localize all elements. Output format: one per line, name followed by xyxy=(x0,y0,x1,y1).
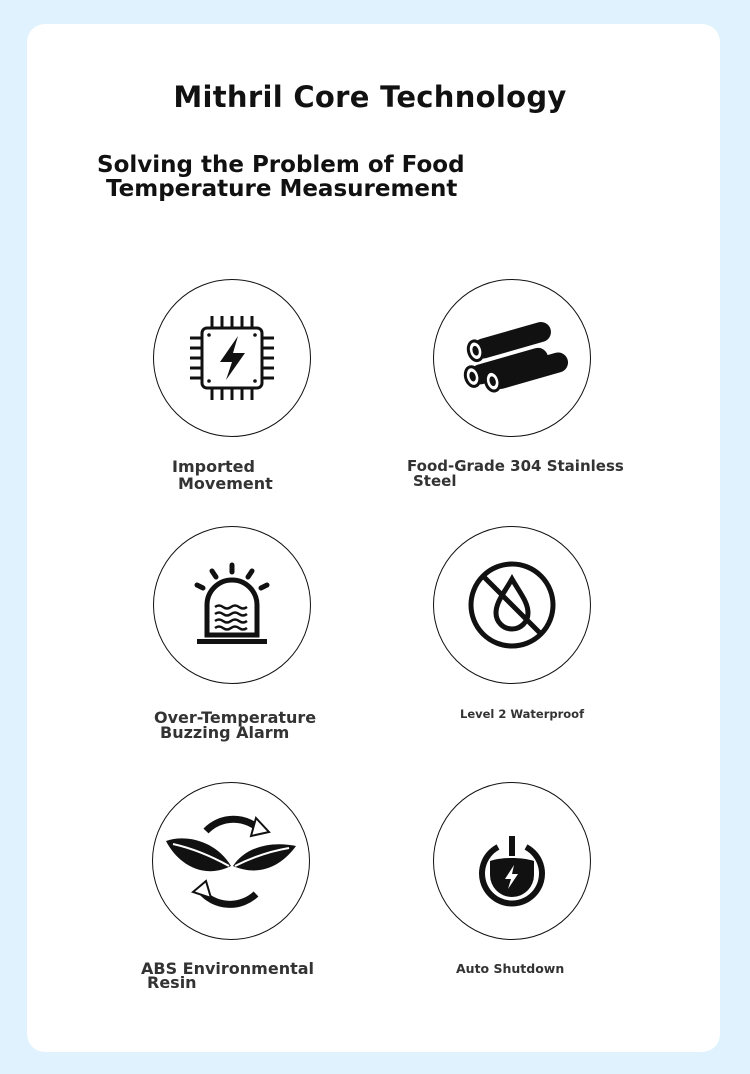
no-water-icon xyxy=(462,555,562,655)
feature-alarm-badge xyxy=(153,526,311,684)
feature-label-abs-resin xyxy=(141,959,315,992)
feature-label-line: Buzzing Alarm xyxy=(160,723,290,742)
feature-label-waterproof xyxy=(460,708,584,721)
feature-auto-shutdown-badge xyxy=(433,782,591,940)
subtitle-line-2: Temperature Measurement xyxy=(106,176,458,202)
chip-lightning-icon xyxy=(182,308,282,408)
feature-label-line: ABS Environmental xyxy=(141,959,315,978)
power-shutdown-icon xyxy=(462,811,562,911)
feature-label-line: Auto Shutdown xyxy=(456,961,565,976)
feature-stainless-steel-badge xyxy=(433,279,591,437)
feature-imported-movement-badge xyxy=(153,279,311,437)
feature-label-line: Steel xyxy=(413,472,457,490)
feature-label-line: Imported xyxy=(172,457,255,476)
steel-pipes-icon xyxy=(452,313,572,403)
feature-label-line: Resin xyxy=(147,973,197,992)
alarm-siren-icon xyxy=(182,555,282,655)
feature-label-line: Over-Temperature xyxy=(154,708,317,727)
feature-label-imported-movement xyxy=(172,458,273,492)
feature-label-line: Movement xyxy=(178,474,273,493)
eco-leaf-icon xyxy=(161,806,301,916)
feature-label-alarm xyxy=(154,710,316,740)
page-subtitle xyxy=(97,153,465,201)
feature-abs-resin-badge xyxy=(152,782,310,940)
feature-label-auto-shutdown xyxy=(456,962,564,975)
feature-label-line: Food-Grade 304 Stainless xyxy=(407,457,624,475)
page-title: Mithril Core Technology xyxy=(173,80,567,114)
feature-label-line: Level 2 Waterproof xyxy=(460,707,585,721)
subtitle-line-1: Solving the Problem of Food xyxy=(97,152,465,178)
feature-label-stainless-steel xyxy=(407,459,624,489)
feature-waterproof-badge xyxy=(433,526,591,684)
